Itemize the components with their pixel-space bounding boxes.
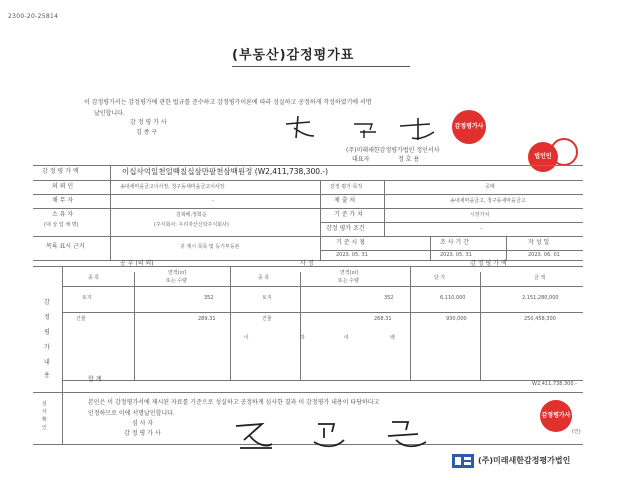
intro-line-2: 날인합니다. [94,110,125,117]
col-area-2-sub: 또는 수량 [338,278,359,284]
col-area-1: 면적(㎡) [168,270,187,276]
row-type-1: 토지 [82,295,92,301]
table-line [320,222,583,223]
firm-seal: 법인인 [528,142,558,172]
purpose-value: 공매 [485,184,495,190]
basis-label: 기 준 가 치 [334,211,363,218]
survey-period: 2023. 05. 31 [440,252,472,258]
review-side-char: 심 [42,401,47,407]
table-vline [320,180,321,260]
col-unit: 단 가 [434,275,446,281]
detail-vline [134,272,135,380]
row-area-1: 352 [204,295,214,301]
document-title: (부동산)감정평가표 [232,48,355,63]
review-side-char: 사 [42,409,47,415]
owner-sub-label: (대 상 업 체 명) [44,222,79,228]
row-type-2: 토지 [262,295,272,301]
list-basis-value: 귀 제시 목록 및 등기부등본 [180,244,240,250]
detail-row-line [62,312,583,313]
ceo-name: 정 호 용 [398,156,420,163]
detail-vline [230,266,231,380]
reviewer-role-2: 감 정 평 가 사 [124,430,161,437]
owner-value-1: 김혁배,정희순 [176,212,207,218]
side-label-char: 정 [44,314,50,321]
debtor-value: - [212,198,214,204]
blank-note-char: 하 [300,335,305,341]
review-side-char: 인 [42,425,47,431]
owner-value-2: (주식회사: 우리자산신탁주식회사) [154,222,229,228]
table-line [33,208,583,209]
reviewer-seal-note: (인) [572,429,581,435]
review-side-char: 확 [42,417,47,423]
detail-mid-header: 사 정 [300,260,314,267]
blank-note-char: 이 [244,335,249,341]
detail-border-bottom [33,392,583,393]
col-amount: 금 액 [534,275,546,281]
document-number: 2300-20-25814 [8,13,59,20]
title-underline [232,66,410,67]
blank-note-char: 백 [390,335,395,341]
row-type-2: 건물 [262,316,272,322]
appraised-value: 이십사억일천일백칠십삼만팔천삼백원정 (W2,411,738,300.-) [122,167,329,176]
write-date: 2023. 06. 01 [528,252,560,258]
row-amount: 2,151,280,000 [522,295,559,301]
list-basis-label: 목록 표시 근거 [46,243,85,250]
review-line-2: 인정하므로 이에 서명날인합니다. [88,410,175,417]
side-label-char: 내 [44,359,50,366]
detail-right-header: 감 정 평 가 액 [470,260,507,267]
reviewer-signature [232,414,442,454]
review-line-1: 본인은 이 감정평가서에 제시된 자료를 기준으로 성실하고 공정하게 심사한 결과 이 감정평가 내용이 타당하다고 [88,399,380,406]
value-label: 감 정 평 가 액 [42,168,79,175]
row-area-2: 268.31 [374,316,392,322]
col-area-1-sub: 또는 수량 [166,278,187,284]
row-unit: 6,110,000 [440,295,466,301]
client-label: 의 뢰 인 [52,183,74,190]
table-vline [384,180,385,236]
side-label-char: 평 [44,329,50,336]
owner-label: 소 유 자 [52,211,74,218]
client-value: 송내새마을금고이사장, 청구동새마을금고이사장 [120,184,225,190]
total-label: 합 계 [88,376,102,383]
blank-note-char: 여 [344,335,349,341]
submit-label: 제 출 처 [334,197,356,204]
firm-line: (주)미래새한감정평가법인 정인서사 [346,147,440,154]
detail-vline [480,272,481,380]
base-date-label: 기 준 시 점 [336,239,365,246]
side-label-char: 용 [44,372,50,379]
table-line [320,250,583,251]
total-value: W2,411,738,300.- [532,381,577,387]
row-type-1: 건물 [76,316,86,322]
survey-period-label: 조 사 기 간 [440,239,469,246]
condition-value: - [480,226,482,232]
detail-vline [410,266,411,380]
firm-logo-icon [452,454,474,468]
detail-header-line [62,286,583,287]
col-type-2: 종 류 [258,275,270,281]
appraiser-role: 감 정 평 가 사 [130,119,167,126]
ceo-role: 대표자 [352,156,370,163]
table-border-top [33,165,583,166]
basis-value: 시장가치 [470,212,490,218]
purpose-label: 감정 평가 목적 [330,184,363,190]
detail-vline [300,272,301,380]
firm-logo-text: (주)미래새한감정평가법인 [478,456,571,465]
row-area-2: 352 [384,295,394,301]
table-vline [110,165,111,260]
appraiser-signature [280,112,450,142]
table-line [33,180,583,181]
reviewer-role-1: 심 사 자 [132,420,154,427]
detail-vline [62,266,63,392]
table-vline [506,236,507,260]
base-date: 2023. 05. 31 [336,252,368,258]
detail-total-line [62,380,583,381]
side-label-char: 가 [44,344,50,351]
side-label-char: 감 [44,299,50,306]
write-date-label: 작 성 일 [528,239,550,246]
row-area-1: 289.31 [198,316,216,322]
debtor-label: 채 무 자 [52,197,74,204]
reviewer-seal: 감정평가사 [540,400,572,432]
row-unit: 930,000 [446,316,467,322]
col-type-1: 종 류 [88,275,100,281]
appraiser-seal: 감정평가사 [452,110,486,144]
table-line [33,236,583,237]
intro-line-1: 이 감정평가서는 감정평가에 관한 법규를 준수하고 감정평가이론에 따라 성실하고 공정하게 작성하였기에 서명 [84,99,372,106]
detail-left-header: 공 부 (의 뢰) [120,260,154,267]
table-line [33,194,583,195]
submit-value: 송내새마을금고, 청구동새마을금고 [450,198,526,204]
condition-label: 감정 평가 조건 [326,225,365,232]
row-amount: 250,458,300 [524,316,556,322]
review-vline [62,392,63,444]
table-vline [430,236,431,260]
col-area-2: 면적(㎡) [340,270,359,276]
appraiser-name: 김 종 구 [136,129,158,136]
